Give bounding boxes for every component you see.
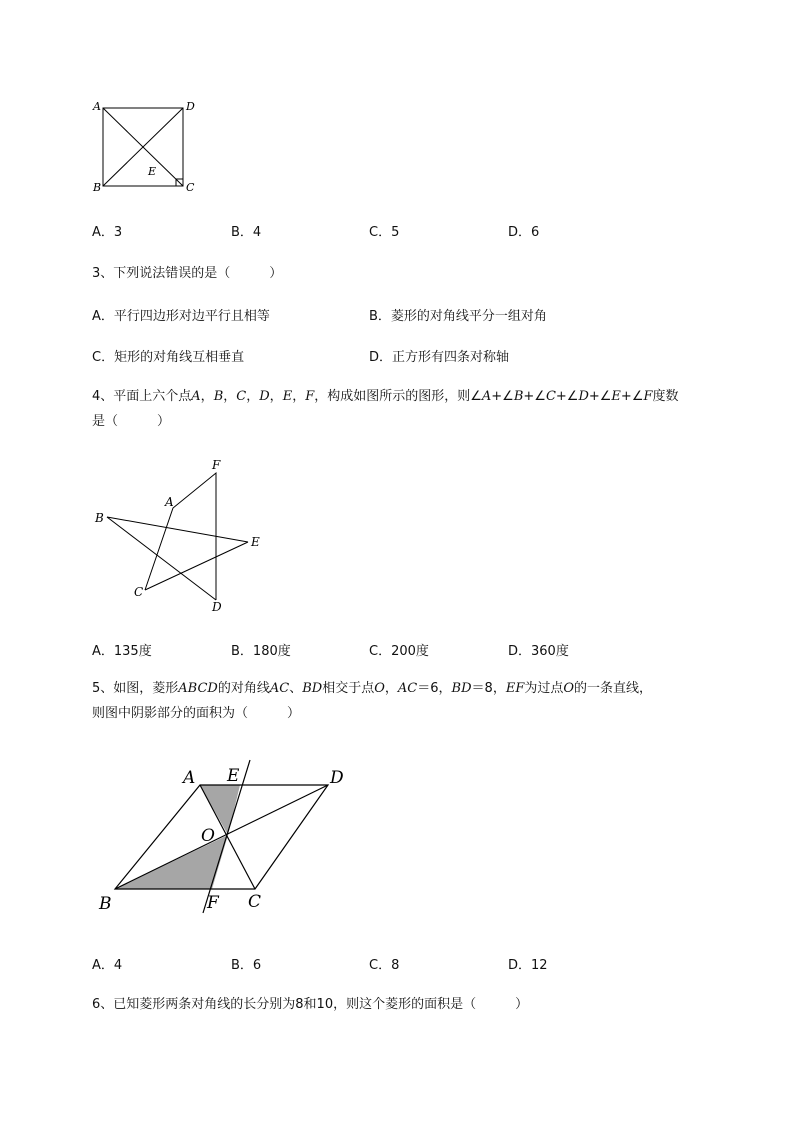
- q4-stem-part3: 度数: [652, 389, 679, 404]
- q5-line-ef: EF: [505, 681, 525, 696]
- figure-star: [90, 455, 270, 615]
- path-c-a-f-d: [145, 473, 216, 600]
- q4-angle-f: F: [643, 389, 653, 404]
- q4-option-c[interactable]: C．200度: [369, 644, 429, 659]
- q5-diag-bd: BD: [302, 681, 323, 696]
- q4-option-d[interactable]: D．360度: [508, 644, 569, 659]
- figure-rhombus: [95, 758, 355, 918]
- q2-option-a[interactable]: A．3: [92, 225, 123, 240]
- q5-bd: BD: [451, 681, 472, 696]
- q3-option-b[interactable]: B．菱形的对角线平分一组对角: [369, 309, 547, 324]
- label-e: E: [227, 766, 240, 786]
- q5-text-7: 的一条直线，: [574, 681, 653, 696]
- label-a: A: [165, 495, 174, 509]
- q4-plus-4: +∠: [588, 389, 612, 404]
- q5-ac: AC: [397, 681, 418, 696]
- q5-stem-line2: 则图中阴影部分的面积为（ ）: [92, 706, 301, 721]
- q2-option-c[interactable]: C．5: [369, 225, 400, 240]
- q4-plus-1: +∠: [491, 389, 514, 404]
- q5-text-1: 的对角线: [217, 681, 270, 696]
- label-c: C: [186, 181, 195, 194]
- q3-option-c[interactable]: C．矩形的对角线互相垂直: [92, 350, 245, 365]
- q5-text-3: ，: [384, 681, 398, 696]
- q5-text-4: ，: [438, 681, 452, 696]
- q5-text-2: 相交于点: [322, 681, 375, 696]
- q4-angle-d: D: [578, 389, 589, 404]
- line-b-d: [107, 517, 216, 600]
- q5-option-c[interactable]: C．8: [369, 958, 400, 973]
- q5-option-d[interactable]: D．12: [508, 958, 548, 973]
- label-b: B: [99, 894, 112, 914]
- q4-plus-3: +∠: [555, 389, 579, 404]
- q4-angle-b: B: [513, 389, 524, 404]
- label-a: A: [93, 100, 101, 113]
- label-d: D: [212, 600, 222, 614]
- label-a: A: [183, 768, 196, 788]
- label-b: B: [95, 511, 104, 525]
- label-e: E: [251, 535, 260, 549]
- line-e-c: [145, 542, 248, 590]
- q3-option-d[interactable]: D．正方形有四条对称轴: [369, 350, 510, 365]
- q5-intro: 5、如图，菱形: [92, 681, 179, 696]
- figure-square: [88, 98, 198, 198]
- q5-option-b[interactable]: B．6: [231, 958, 262, 973]
- q5-diag-ac: AC: [269, 681, 290, 696]
- label-f: F: [212, 458, 221, 472]
- q4-plus-2: +∠: [523, 389, 546, 404]
- q4-stem-part1: 4、平面上六个点: [92, 389, 192, 404]
- q3-stem: 3、下列说法错误的是（ ）: [92, 266, 283, 281]
- q4-stem-line2: 是（ ）: [92, 414, 171, 429]
- figure-star-svg: [90, 455, 270, 615]
- q4-point-c: C: [236, 389, 247, 404]
- q2-option-b[interactable]: B．4: [231, 225, 262, 240]
- q4-stem: 4、平面上六个点A，B，C，D，E，F，构成如图所示的图形，则∠A+∠B+∠C+∠D+∠E+∠F度数 是（ ）: [92, 389, 679, 429]
- q5-point-o: O: [374, 681, 385, 696]
- q5-bd-value: ＝8: [471, 681, 493, 696]
- q4-point-b: B: [213, 389, 224, 404]
- q4-point-d: D: [259, 389, 270, 404]
- label-o: O: [201, 826, 215, 846]
- q5-text-6: 为过点: [524, 681, 564, 696]
- label-c: C: [134, 585, 144, 599]
- label-b: B: [93, 181, 102, 194]
- q5-sep: 、: [289, 681, 303, 696]
- q4-angle-a: A: [481, 389, 492, 404]
- q2-option-d[interactable]: D．6: [508, 225, 540, 240]
- q4-point-e: E: [282, 389, 293, 404]
- label-e: E: [148, 165, 157, 178]
- label-c: C: [248, 892, 262, 912]
- q4-plus-5: +∠: [620, 389, 644, 404]
- q4-angle-c: C: [545, 389, 556, 404]
- q4-option-b[interactable]: B．180度: [231, 644, 291, 659]
- q4-stem-part2: ，构成如图所示的图形，则∠: [314, 389, 482, 404]
- q3-option-a[interactable]: A．平行四边形对边平行且相等: [92, 309, 270, 324]
- q5-rhombus-name: ABCD: [178, 681, 218, 696]
- line-b-e: [107, 517, 248, 542]
- label-d: D: [330, 768, 344, 788]
- q4-angle-e: E: [611, 389, 621, 404]
- q4-option-a[interactable]: A．135度: [92, 644, 152, 659]
- figure-square-svg: [88, 98, 198, 198]
- q5-option-a[interactable]: A．4: [92, 958, 123, 973]
- figure-rhombus-svg: [95, 758, 355, 918]
- q5-point-o2: O: [563, 681, 575, 696]
- q5-text-5: ，: [492, 681, 506, 696]
- q5-ac-value: ＝6: [417, 681, 439, 696]
- q6-stem: 6、已知菱形两条对角线的长分别为8和10，则这个菱形的面积是（ ）: [92, 997, 529, 1012]
- label-d: D: [186, 100, 195, 113]
- q5-stem: [92, 676, 652, 726]
- label-f: F: [207, 893, 219, 913]
- q4-point-f: F: [305, 389, 315, 404]
- q4-point-a: A: [191, 389, 201, 404]
